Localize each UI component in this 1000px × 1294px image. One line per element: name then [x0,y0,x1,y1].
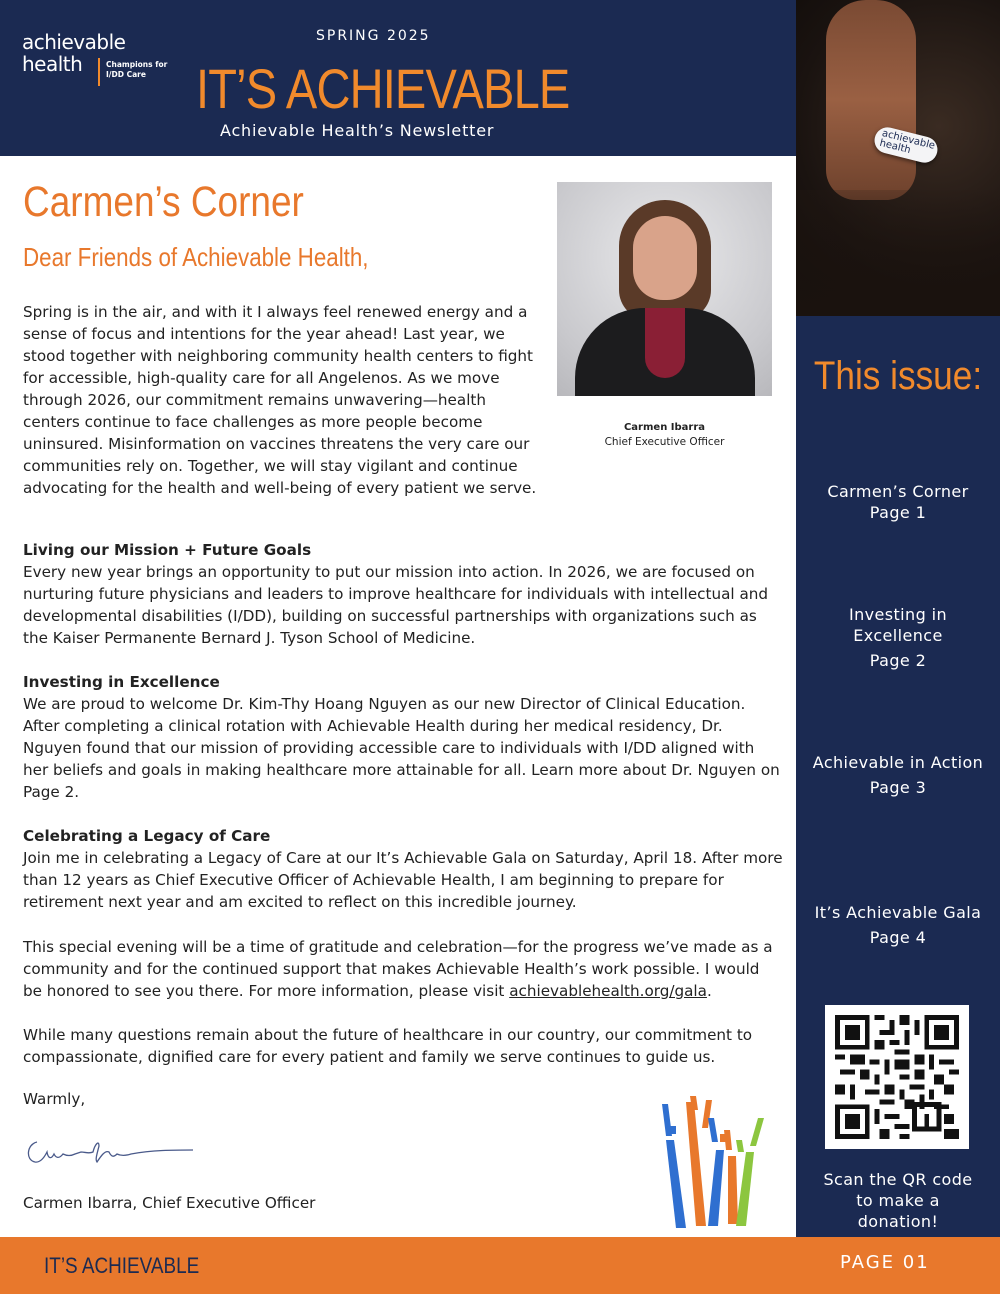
logo-divider [98,58,100,86]
mission-section [23,539,783,649]
future-paragraph: While many questions remain about the future of healthcare in our country, our commitment to compassionate, dignified care for every patient and family we serve continues to guide us. [23,1026,753,1066]
legacy-body: Join me in celebrating a Legacy of Care at our It’s Achievable Gala on Saturday, April 18. After more than 12 years as Chief Executive Officer of Achievable Health, I am beginning to prepare for retirement next year and am excited to reflect on this incredible journey. [23,849,783,911]
toc-label: Carmen’s Corner [827,482,969,501]
logo-pin: achievable health [872,125,940,166]
qr-caption: Scan the QR code to make a donation! [823,1170,973,1231]
article-title: Carmen’s Corner [23,178,304,226]
footer-page-number: PAGE 01 [840,1252,930,1273]
toc-page: Page 4 [869,928,927,947]
toc-item-carmens-corner[interactable] [796,481,1000,523]
qr-code-icon [835,1015,959,1139]
article-salutation: Dear Friends of Achievable Health, [23,242,369,272]
portrait-blouse [645,308,685,378]
achievable-health-logo[interactable] [22,30,172,90]
toc-item-investing[interactable] [796,604,1000,671]
legacy-section [23,825,783,913]
toc-item-achievable-in-action[interactable] [796,752,1000,798]
logo-word-achievable: achievable [22,30,126,54]
portrait-caption-name: Carmen Ibarra [623,422,706,433]
toc-label: It’s Achievable Gala [814,903,982,922]
closing-line: Warmly, [23,1090,86,1108]
intro-paragraph: Spring is in the air, and with it I always feel renewed energy and a sense of focus and intentions for the year ahead! Last year, we stood together with neighboring community health centers to fight for accessible, high-quality care for all Angelenos. As we move through 2026, our commitment remains unwavering—health centers continue to face challenges as more people become uninsured. Misinformation on vaccines threatens the very care our communities rely on. Together, we will stay vigilant and continue advocating for the health and well-being of every patient we serve. [23,303,537,497]
sidebar-title: This issue: [813,354,983,398]
ceo-portrait [557,182,772,396]
toc-label: Achievable in Action [812,753,984,772]
toc-item-gala[interactable] [796,902,1000,948]
evening-paragraph [23,936,783,1002]
gala-link[interactable]: achievablehealth.org/gala [509,982,707,1000]
logo-word-health: health [22,52,83,76]
mission-heading: Living our Mission + Future Goals [23,541,312,559]
evening-body: This special evening will be a time of gratitude and celebration—for the progress we’ve made as a community and for the continued support that makes Achievable Health’s work possible. I would be honored to see you there. For more information, please visit [23,938,773,1000]
investing-heading: Investing in Excellence [23,673,220,691]
photo-shadow [796,190,1000,316]
portrait-caption-role: Chief Executive Officer [604,436,725,448]
legacy-heading: Celebrating a Legacy of Care [23,827,271,845]
hand-image [826,0,916,200]
issue-sidebar [796,316,1000,1237]
newsletter-header [0,0,796,156]
investing-section [23,671,783,803]
portrait-face [633,216,697,300]
achievable-figures-logo [662,1096,770,1228]
signer-name: Carmen Ibarra, Chief Executive Officer [23,1194,316,1212]
logo-tagline: Champions for I/DD Care [106,60,168,79]
toc-label: Investing in Excellence [849,605,947,645]
issue-season: SPRING 2025 [316,28,431,44]
page-footer [0,1237,1000,1294]
footer-title: IT’S ACHIEVABLE [44,1253,200,1278]
signature-image [23,1130,203,1174]
mission-body: Every new year brings an opportunity to put our mission into action. In 2026, we are focused on nurturing future physicians and leaders to improve healthcare for individuals with intellectual and developmental disabilities (I/DD), building on successful partnerships with organizations such as the Kaiser Permanente Bernard J. Tyson School of Medicine. [23,563,769,647]
investing-body: We are proud to welcome Dr. Kim-Thy Hoang Nguyen as our new Director of Clinical Education. After completing a clinical rotation with Achievable Health during her medical residency, Dr. Nguyen found that our mission of providing accessible care to individuals with I/DD aligned with her beliefs and goals in making healthcare more attainable for all. Learn more about Dr. Nguyen on Page 2. [23,695,780,801]
donation-qr-code[interactable] [825,1005,969,1149]
toc-page: Page 3 [869,778,927,797]
toc-page: Page 2 [869,651,927,670]
newsletter-subtitle: Achievable Health’s Newsletter [220,121,495,140]
pin-photo [796,0,1000,316]
evening-end: . [706,982,712,1000]
toc-page: Page 1 [869,503,927,522]
newsletter-title: IT’S ACHIEVABLE [196,57,570,120]
